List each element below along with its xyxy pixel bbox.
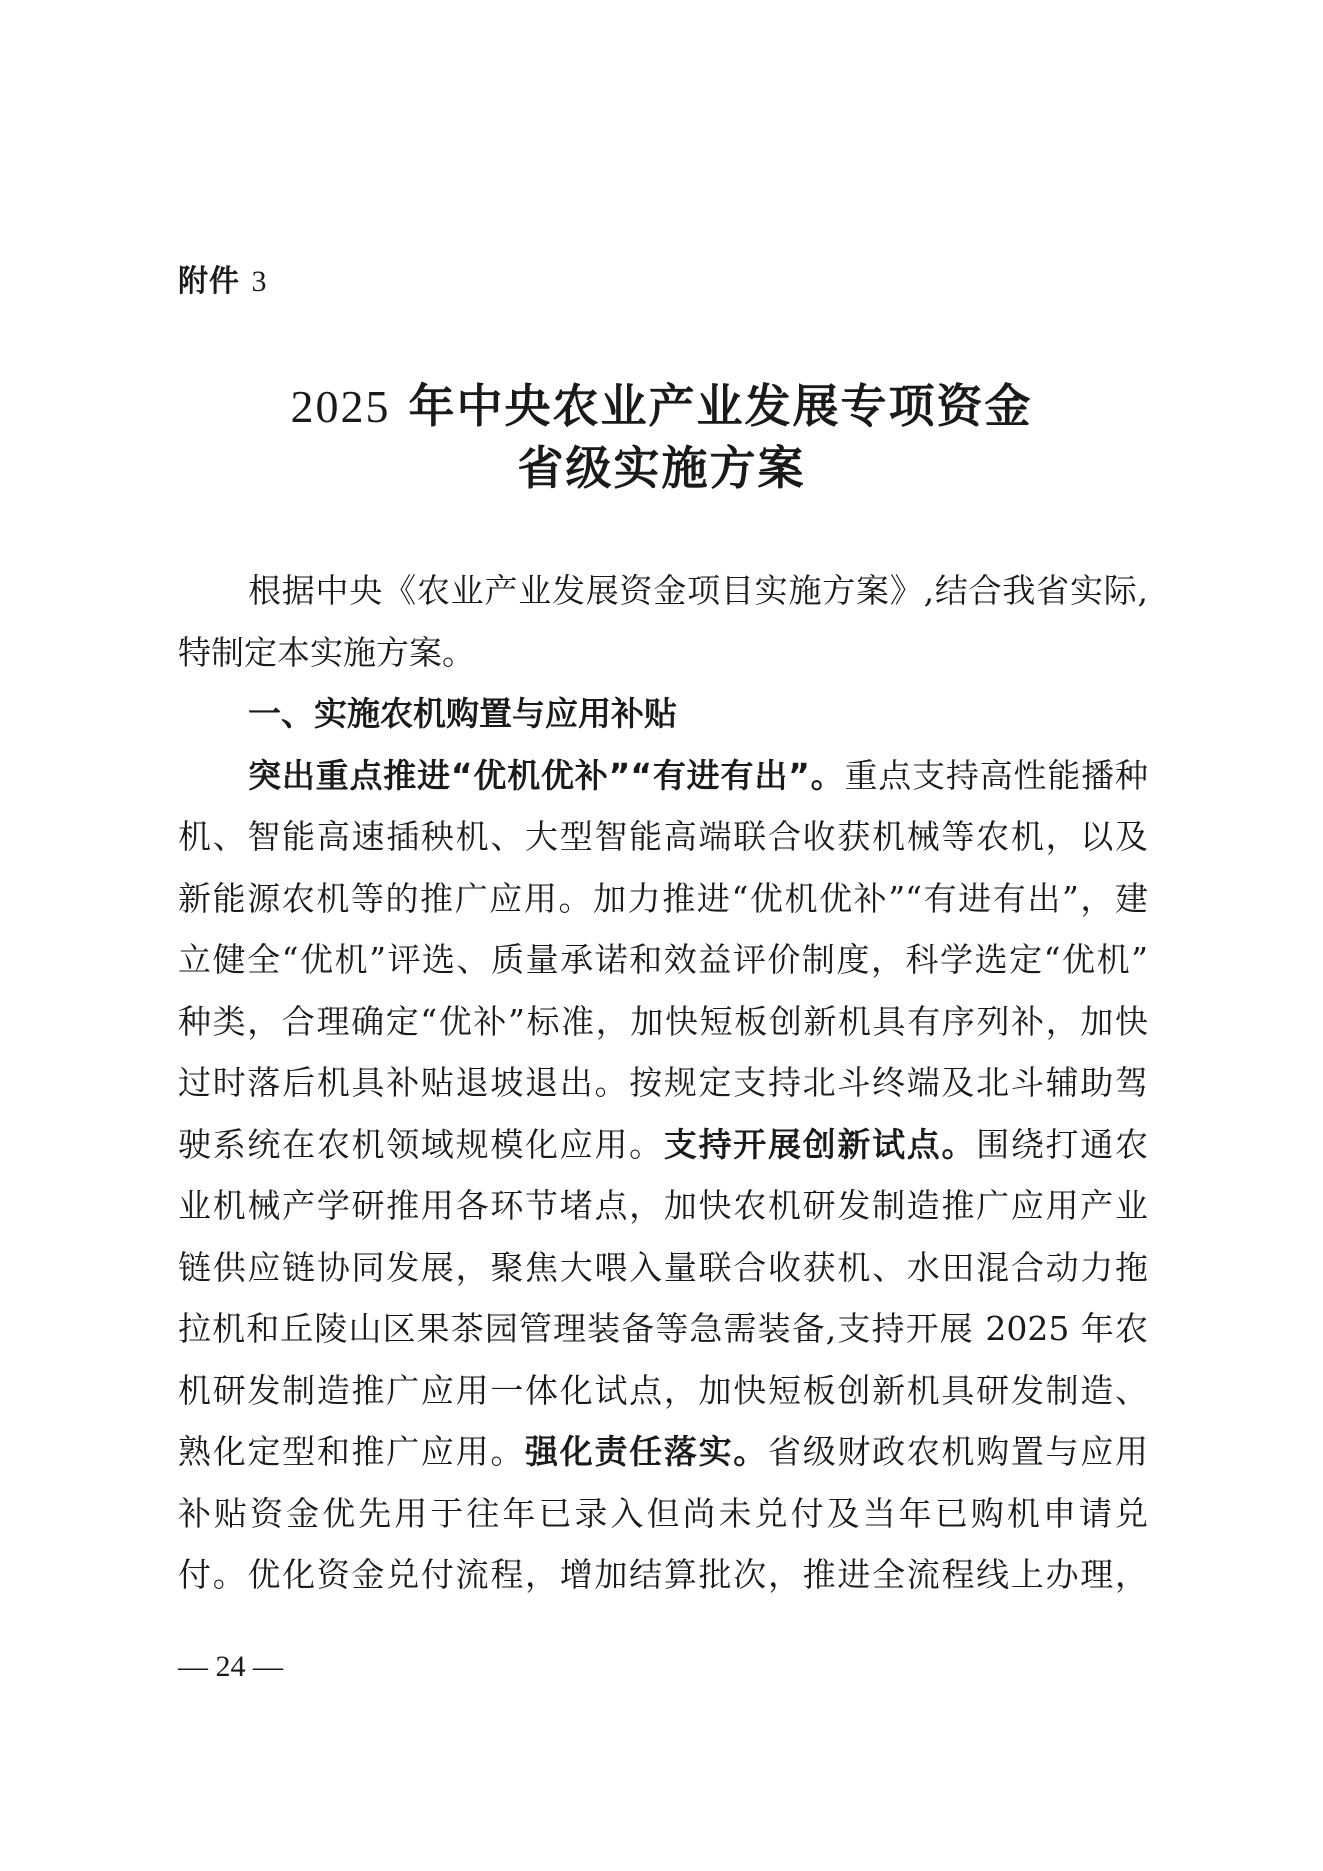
attachment-label	[178, 256, 267, 300]
body-line: 业机械产学研推用各环节堵点，加快农机研发制造推广应用产业	[178, 1186, 1148, 1225]
body-line: 链供应链协同发展，聚焦大喂入量联合收获机、水田混合动力拖	[178, 1247, 1148, 1287]
body-line	[178, 1421, 1148, 1483]
body-line	[178, 1114, 1148, 1176]
body-line: 机研发制造推广应用一体化试点，加快短板创新机具研发制造、	[178, 1370, 1148, 1410]
body-line: 种类，合理确定“优补”标准，加快短板创新机具有序列补，加快	[178, 1001, 1148, 1041]
bold-lead: 强化责任落实。	[525, 1432, 768, 1471]
body-text: 驶系统在农机领域规模化应用。	[178, 1124, 664, 1164]
body-line: 拉机和丘陵山区果茶园管理装备等急需装备,支持开展 2025 年农	[178, 1309, 1148, 1348]
bold-lead: 突出重点推进“优机优补”“有进有出”。	[248, 755, 845, 795]
title-year: 2025	[290, 381, 391, 432]
body-text: 省级财政农机购置与应用	[767, 1432, 1149, 1471]
attachment-label-text: 附件	[178, 264, 240, 299]
document-title-line2: 省级实施方案	[517, 441, 806, 495]
section-heading: 一、实施农机购置与应用补贴	[248, 694, 677, 733]
body-text: 熟化定型和推广应用。	[178, 1432, 526, 1471]
body-line: 补贴资金优先用于往年已录入但尚未兑付及当年已购机申请兑	[178, 1493, 1148, 1533]
body-text: 重点支持高性能播种	[844, 755, 1149, 795]
document-title-line1	[0, 370, 1323, 436]
body-line: 机、智能高速插秧机、大型智能高端联合收获机械等农机，以及	[178, 817, 1148, 856]
body-line: 过时落后机具补贴退坡退出。按规定支持北斗终端及北斗辅助驾	[178, 1063, 1148, 1102]
body-line: 新能源农机等的推广应用。加力推进“优机优补”“有进有出”，建	[178, 878, 1148, 918]
intro-line: 特制定本实施方案。	[178, 632, 475, 672]
body-text: 围绕打通农	[976, 1124, 1149, 1164]
page-number: — 24 —	[178, 1650, 283, 1683]
intro-line: 根据中央《农业产业发展资金项目实施方案》,结合我省实际,	[248, 571, 1148, 610]
title-line1-text: 年中央农业产业发展专项资金	[408, 379, 1033, 433]
body-line: 付。优化资金兑付流程，增加结算批次，推进全流程线上办理，	[178, 1555, 1148, 1594]
bold-lead: 支持开展创新试点。	[663, 1124, 977, 1164]
body-line	[178, 745, 1148, 807]
body-line: 立健全“优机”评选、质量承诺和效益评价制度，科学选定“优机”	[178, 940, 1148, 979]
attachment-number: 3	[251, 265, 268, 298]
document-body	[178, 560, 1148, 1606]
